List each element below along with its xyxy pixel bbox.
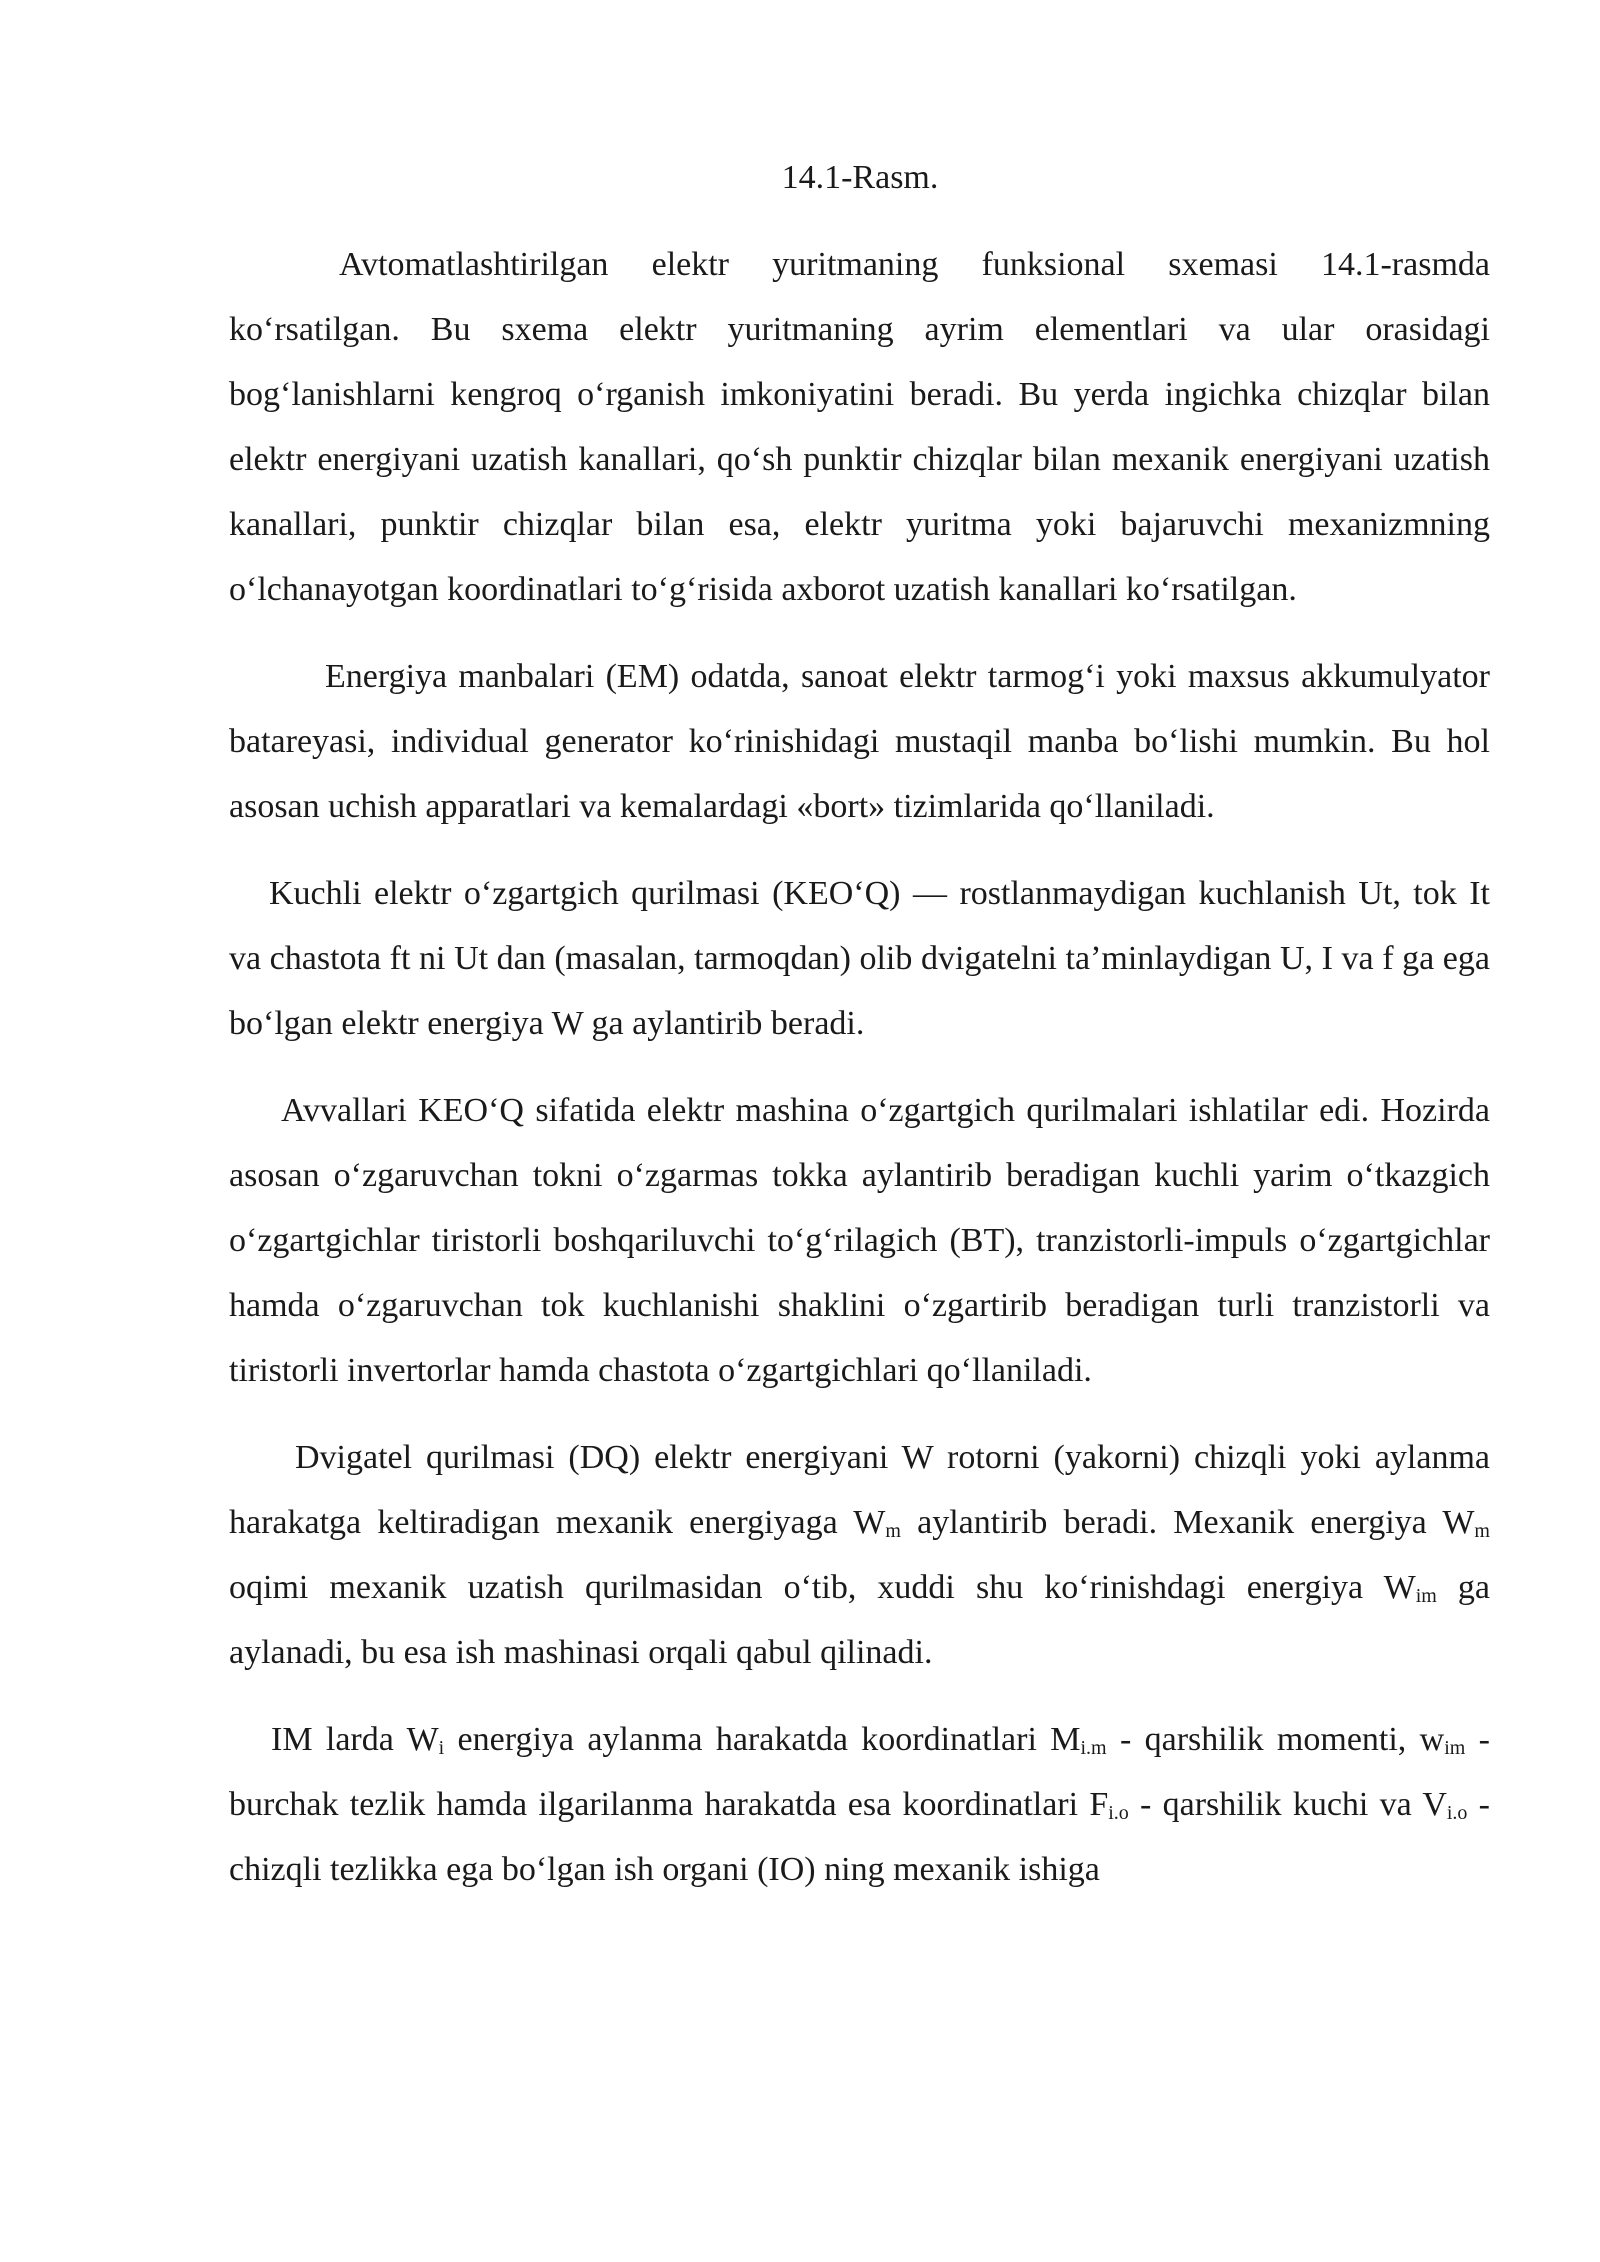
document-body	[229, 232, 1490, 1924]
subscript: i.m	[1080, 1737, 1107, 1759]
text-run: - burchak tezlik hamda ilgarilanma harakatda esa koordinatlari F	[229, 1721, 1490, 1823]
paragraph-power-converter: Kuchli elektr oʻzgartgich qurilmasi (KEOʻQ) — rostlanmaydigan kuchlanish Ut, tok It va chastota ft ni Ut dan (masalan, tarmoqdan) olib dvigatelni taʼminlaydigan U, I va f ga ega boʻlgan elektr energiya W ga aylantirib beradi.	[229, 875, 1490, 1042]
text-run: aylantirib beradi. Mexanik energiya W	[900, 1504, 1475, 1541]
text-run: - chizqli tezlikka ega boʻlgan ish organi (IO) ning mexanik ishiga	[229, 1786, 1491, 1888]
paragraph-energy-sources: Energiya manbalari (EM) odatda, sanoat elektr tarmogʻi yoki maxsus akkumulyator batareyasi, individual generator koʻrinishidagi mustaqil manba boʻlishi mumkin. Bu hol asosan uchish apparatlari va kemalardagi «bort» tizimlarida qoʻllaniladi.	[229, 658, 1490, 825]
text-run: IM larda W	[271, 1721, 439, 1758]
paragraph-working-machine	[229, 1707, 1490, 1902]
text-run: energiya aylanma harakatda koordinatlari M	[444, 1721, 1081, 1758]
text-run: Dvigatel qurilmasi (DQ) elektr energiyani W rotorni (yakorni) chizqli yoki aylanma harakatga keltiradigan mexanik energiyaga W	[229, 1439, 1490, 1541]
paragraph-functional-scheme: Avtomatlashtirilgan elektr yuritmaning funksional sxemasi 14.1-rasmda koʻrsatilgan. Bu sxema elektr yuritmaning ayrim elementlari va ular orasidagi bogʻlanishlarni kengroq oʻrganish imkoniyatini beradi. Bu yerda ingichka chizqlar bilan elektr energiyani uzatish kanallari, qoʻsh punktir chizqlar bilan mexanik energiyani uzatish kanallari, punktir chizqlar bilan esa, elektr yuritma yoki bajaruvchi mexanizmning oʻlchanayotgan koordinatlari toʻgʻrisida axborot uzatish kanallari koʻrsatilgan.	[229, 246, 1490, 608]
subscript: i	[438, 1737, 445, 1759]
text-run: ga aylanadi, bu esa ish mashinasi orqali qabul qilinadi.	[229, 1569, 1490, 1671]
paragraph-motor-unit	[229, 1425, 1490, 1685]
subscript: m	[885, 1520, 901, 1542]
subscript: i.o	[1108, 1802, 1129, 1824]
subscript: im	[1415, 1585, 1437, 1607]
subscript: im	[1444, 1737, 1466, 1759]
subscript: m	[1474, 1520, 1490, 1542]
subscript: i.o	[1446, 1802, 1468, 1824]
text-run: oqimi mexanik uzatish qurilmasidan oʻtib, xuddi shu koʻrinishdagi energiya W	[229, 1569, 1416, 1606]
text-run: - qarshilik kuchi va V	[1128, 1786, 1447, 1823]
text-run: - qarshilik momenti, w	[1106, 1721, 1445, 1758]
paragraph-converter-types: Avvallari KEOʻQ sifatida elektr mashina oʻzgartgich qurilmalari ishlatilar edi. Hozirda asosan oʻzgaruvchan tokni oʻzgarmas tokka aylantirib beradigan kuchli yarim oʻtkazgich oʻzgartgichlar tiristorli boshqariluvchi toʻgʻrilagich (BT), tranzistorli-impuls oʻzgartgichlar hamda oʻzgaruvchan tok kuchlanishi shaklini oʻzgartirib beradigan turli tranzistorli va tiristorli invertorlar hamda chastota oʻzgartgichlari qoʻllaniladi.	[229, 1092, 1490, 1389]
figure-caption: 14.1-Rasm.	[781, 159, 939, 196]
